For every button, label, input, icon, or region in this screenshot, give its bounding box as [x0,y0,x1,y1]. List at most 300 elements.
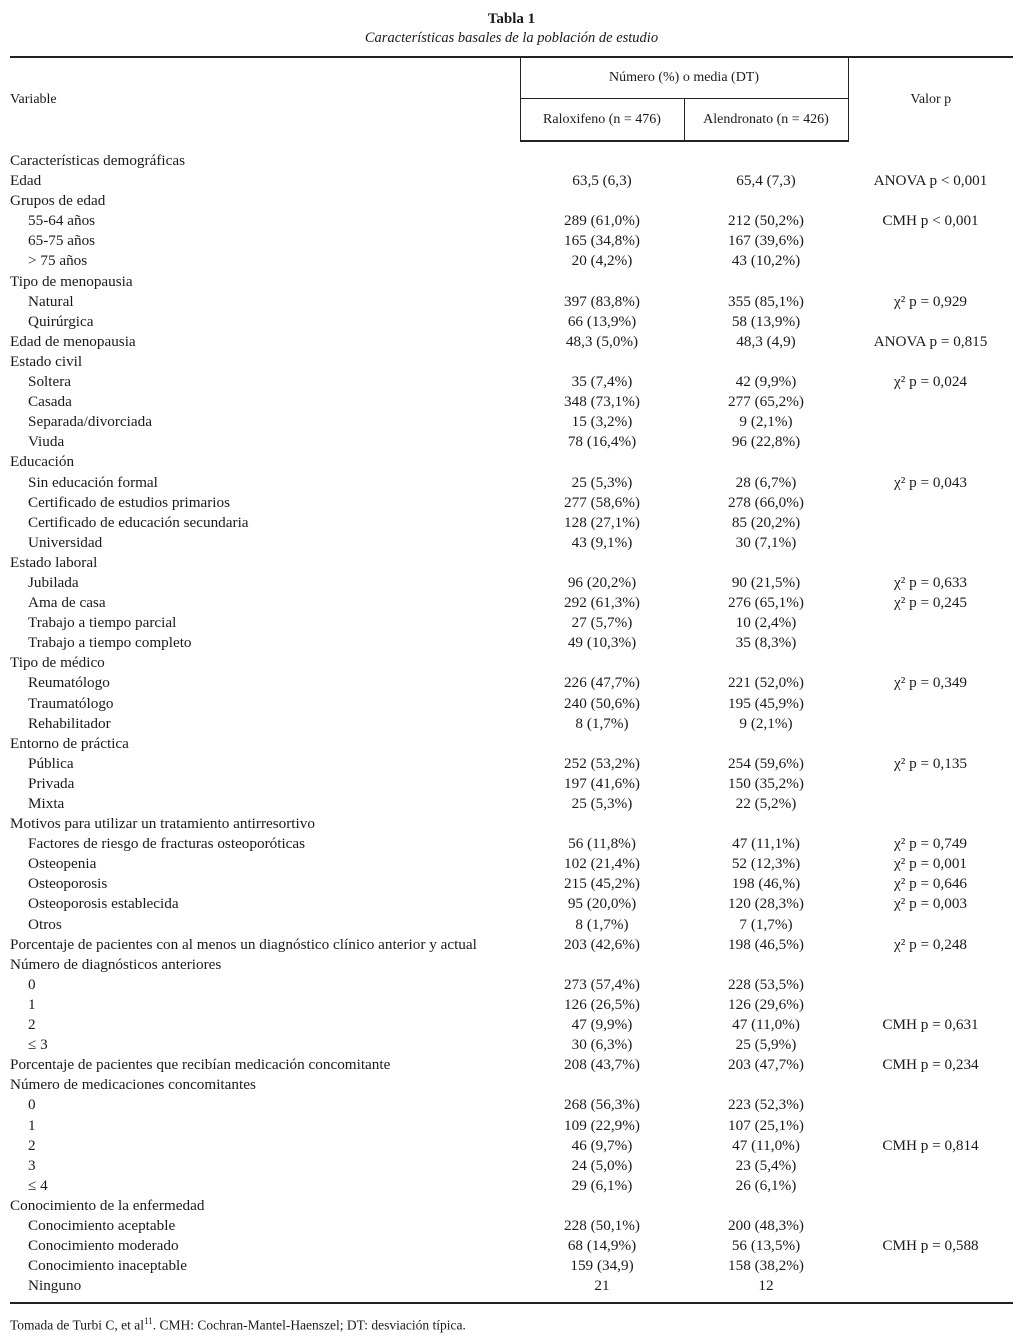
alendronato-cell [684,272,848,292]
table-row [10,955,1013,975]
table-footnote [10,1312,1013,1335]
p-value-cell [848,694,1013,714]
row-label: Sin educación formal [28,473,158,491]
table-row [10,1015,1013,1035]
table-row [10,613,1013,633]
row-label: Osteoporosis establecida [28,895,179,913]
alendronato-cell: 107 (25,1%) [728,1116,804,1134]
header-p-value: Valor p [910,91,952,107]
row-label: Porcentaje de pacientes con al menos un diagnóstico clínico anterior y actual [10,935,477,953]
row-label: Número de diagnósticos anteriores [10,955,222,973]
p-value-cell [848,1276,1013,1303]
alendronato-cell: 30 (7,1%) [735,533,797,551]
table-row [10,633,1013,653]
table-row [10,774,1013,794]
p-value-cell: χ² p = 0,633 [893,573,968,591]
p-value-cell [848,432,1013,452]
raloxifeno-cell [520,814,684,834]
table-row [10,1276,1013,1303]
alendronato-cell: 228 (53,5%) [728,975,804,993]
p-value-cell [848,774,1013,794]
row-label: ≤ 3 [28,1036,48,1054]
table-row [10,673,1013,693]
alendronato-cell: 278 (66,0%) [728,493,804,511]
alendronato-cell [684,1075,848,1095]
p-value-cell [848,1116,1013,1136]
p-value-cell [848,513,1013,533]
p-value-cell [848,392,1013,412]
raloxifeno-cell: 46 (9,7%) [571,1136,633,1154]
p-value-cell: χ² p = 0,043 [893,473,968,491]
alendronato-cell: 96 (22,8%) [731,433,801,451]
table-row [10,231,1013,251]
row-label: ≤ 4 [28,1176,48,1194]
raloxifeno-cell: 268 (56,3%) [564,1096,640,1114]
row-label: Ama de casa [28,594,106,612]
row-label: Rehabilitador [28,714,111,732]
row-label: Tipo de menopausia [10,272,133,290]
raloxifeno-cell: 277 (58,6%) [564,493,640,511]
table-row [10,754,1013,774]
p-value-cell [848,955,1013,975]
alendronato-cell: 7 (1,7%) [739,915,793,933]
row-label: Conocimiento moderado [28,1237,179,1255]
table-row [10,191,1013,211]
p-value-cell: χ² p = 0,245 [893,594,968,612]
raloxifeno-cell: 95 (20,0%) [567,895,637,913]
table-row [10,473,1013,493]
table-row [10,1256,1013,1276]
row-label: Conocimiento aceptable [28,1216,176,1234]
p-value-cell [848,734,1013,754]
alendronato-cell: 28 (6,7%) [735,473,797,491]
raloxifeno-cell: 8 (1,7%) [575,714,629,732]
raloxifeno-cell: 48,3 (5,0%) [565,332,639,350]
p-value-cell: χ² p = 0,929 [893,292,968,310]
alendronato-cell [684,553,848,573]
table-row [10,874,1013,894]
raloxifeno-cell: 63,5 (6,3) [572,172,632,190]
row-label: Soltera [28,373,72,391]
raloxifeno-cell: 29 (6,1%) [571,1176,633,1194]
raloxifeno-cell: 49 (10,3%) [567,634,637,652]
raloxifeno-cell: 8 (1,7%) [575,915,629,933]
raloxifeno-cell: 25 (5,3%) [571,795,633,812]
header-group: Número (%) o media (DT) [520,57,848,99]
row-label: Natural [28,292,74,310]
alendronato-cell: 90 (21,5%) [731,573,801,591]
alendronato-cell: 200 (48,3%) [728,1216,804,1234]
p-value-cell [848,1095,1013,1115]
table-row [10,1196,1013,1216]
table-title: Tabla 1 [487,11,536,27]
raloxifeno-cell: 126 (26,5%) [564,995,640,1013]
row-label: Estado laboral [10,553,98,571]
raloxifeno-cell: 203 (42,6%) [564,935,640,953]
row-label: Pública [28,754,74,772]
alendronato-cell: 203 (47,7%) [728,1056,804,1074]
row-label: Quirúrgica [28,312,94,330]
p-value-cell [848,452,1013,472]
table-row [10,533,1013,553]
p-value-cell: χ² p = 0,003 [893,895,968,913]
alendronato-cell: 195 (45,9%) [728,694,804,712]
table-row [10,794,1013,814]
table-row [10,1176,1013,1196]
alendronato-cell: 23 (5,4%) [735,1156,797,1174]
p-value-cell: χ² p = 0,749 [893,835,968,853]
table-row [10,141,1013,171]
row-label: Edad [10,172,42,190]
table-row [10,714,1013,734]
alendronato-cell: 10 (2,4%) [735,614,797,632]
raloxifeno-cell: 109 (22,9%) [564,1116,640,1134]
row-label: Jubilada [28,573,79,591]
alendronato-cell: 120 (28,3%) [728,895,804,913]
raloxifeno-cell: 165 (34,8%) [564,232,640,250]
p-value-cell [848,814,1013,834]
row-label: 1 [28,1116,36,1134]
p-value-cell [848,995,1013,1015]
alendronato-cell: 47 (11,0%) [732,1016,800,1034]
alendronato-cell: 56 (13,5%) [731,1237,801,1255]
raloxifeno-cell: 240 (50,6%) [564,694,640,712]
table-row [10,593,1013,613]
p-value-cell: χ² p = 0,135 [893,754,968,772]
p-value-cell: χ² p = 0,001 [893,855,968,873]
table-row [10,513,1013,533]
raloxifeno-cell: 252 (53,2%) [564,754,640,772]
alendronato-cell: 276 (65,1%) [728,594,804,612]
alendronato-cell: 25 (5,9%) [735,1036,797,1054]
raloxifeno-cell: 226 (47,7%) [564,674,640,692]
p-value-cell [848,1156,1013,1176]
row-label: Trabajo a tiempo parcial [28,614,177,632]
alendronato-cell: 65,4 (7,3) [736,172,796,190]
table-row [10,734,1013,754]
raloxifeno-cell: 397 (83,8%) [564,292,640,310]
table-row [10,834,1013,854]
p-value-cell [848,1075,1013,1095]
raloxifeno-cell: 43 (9,1%) [571,533,633,551]
table-row [10,694,1013,714]
raloxifeno-cell [520,141,684,171]
raloxifeno-cell: 292 (61,3%) [564,594,640,612]
table-row [10,332,1013,352]
p-value-cell [848,412,1013,432]
raloxifeno-cell: 20 (4,2%) [571,252,633,270]
raloxifeno-cell: 128 (27,1%) [564,513,640,531]
raloxifeno-cell: 15 (3,2%) [571,413,633,431]
alendronato-cell: 158 (38,2%) [728,1257,804,1275]
row-label: Ninguno [28,1277,82,1295]
alendronato-cell: 12 [758,1277,774,1295]
row-label: 0 [28,1096,36,1114]
raloxifeno-cell [520,653,684,673]
raloxifeno-cell: 273 (57,4%) [564,975,640,993]
row-label: Osteoporosis [28,875,108,893]
row-label: Conocimiento inaceptable [28,1257,187,1275]
raloxifeno-cell [520,1075,684,1095]
p-value-cell [848,141,1013,171]
table-row [10,452,1013,472]
raloxifeno-cell [520,955,684,975]
table-row [10,975,1013,995]
row-label: Conocimiento de la enfermedad [10,1196,205,1214]
p-value-cell [848,1256,1013,1276]
alendronato-cell: 223 (52,3%) [728,1096,804,1114]
raloxifeno-cell: 27 (5,7%) [571,614,633,632]
p-value-cell [848,493,1013,513]
alendronato-cell [684,814,848,834]
table-row [10,573,1013,593]
row-label: Características demográficas [10,151,185,169]
row-label: Factores de riesgo de fracturas osteoporóticas [28,835,306,853]
raloxifeno-cell [520,1196,684,1216]
alendronato-cell: 43 (10,2%) [731,252,801,270]
alendronato-cell [684,141,848,171]
row-label: Certificado de estudios primarios [28,493,231,511]
row-label: 3 [28,1156,36,1174]
raloxifeno-cell: 30 (6,3%) [571,1036,633,1054]
row-label: Certificado de educación secundaria [28,513,249,531]
table-row [10,1236,1013,1256]
alendronato-cell: 47 (11,0%) [732,1136,800,1154]
footnote-text-after: . CMH: Cochran-Mantel-Haenszel; DT: desviación típica. [152,1317,466,1333]
alendronato-cell: 22 (5,2%) [735,795,797,812]
p-value-cell [848,533,1013,553]
table-row [10,935,1013,955]
row-label: Motivos para utilizar un tratamiento antirresortivo [10,815,315,833]
raloxifeno-cell: 215 (45,2%) [564,875,640,893]
p-value-cell [848,1196,1013,1216]
row-label: Privada [28,774,75,792]
alendronato-cell [684,734,848,754]
p-value-cell [848,231,1013,251]
p-value-cell: CMH p = 0,814 [882,1136,979,1154]
raloxifeno-cell: 208 (43,7%) [564,1056,640,1074]
row-label: Edad de menopausia [10,332,136,350]
row-label: Casada [28,393,72,411]
row-label: Otros [28,915,62,933]
row-label: Grupos de edad [10,192,106,210]
alendronato-cell: 26 (6,1%) [735,1176,797,1194]
row-label: 55-64 años [28,212,96,230]
table-subtitle: Características basales de la población de estudio [364,30,659,46]
raloxifeno-cell: 102 (21,4%) [564,855,640,873]
alendronato-cell: 198 (46,5%) [728,935,804,953]
alendronato-cell: 212 (50,2%) [728,212,804,230]
p-value-cell: ANOVA p = 0,815 [873,332,988,350]
p-value-cell [848,975,1013,995]
raloxifeno-cell [520,452,684,472]
table-row [10,392,1013,412]
alendronato-cell: 355 (85,1%) [728,292,804,310]
table-row [10,493,1013,513]
alendronato-cell: 167 (39,6%) [728,232,804,250]
table-row [10,352,1013,372]
p-value-cell [848,312,1013,332]
baseline-characteristics-table [10,56,1013,1304]
row-label: 0 [28,975,36,993]
p-value-cell [848,1216,1013,1236]
row-label: Trabajo a tiempo completo [28,634,192,652]
p-value-cell: χ² p = 0,024 [893,373,968,391]
table-row [10,1116,1013,1136]
alendronato-cell: 9 (2,1%) [739,413,793,431]
p-value-cell [848,633,1013,653]
table-container [10,0,1013,1335]
table-row [10,1156,1013,1176]
raloxifeno-cell: 78 (16,4%) [567,433,637,451]
row-label: Osteopenia [28,855,97,873]
table-row [10,211,1013,231]
raloxifeno-cell [520,734,684,754]
alendronato-cell [684,1196,848,1216]
table-row [10,1136,1013,1156]
table-row [10,412,1013,432]
row-label: 65-75 años [28,232,96,250]
table-row [10,372,1013,392]
alendronato-cell [684,191,848,211]
table-row [10,292,1013,312]
raloxifeno-cell: 35 (7,4%) [571,373,633,391]
table-body [10,141,1013,1303]
table-row [10,432,1013,452]
row-label: > 75 años [28,252,88,270]
raloxifeno-cell [520,191,684,211]
p-value-cell: CMH p < 0,001 [882,212,979,230]
raloxifeno-cell: 25 (5,3%) [571,473,633,491]
table-row [10,894,1013,914]
raloxifeno-cell: 159 (34,9) [570,1257,634,1275]
p-value-cell [848,272,1013,292]
row-label: Mixta [28,795,65,812]
alendronato-cell: 48,3 (4,9) [736,332,796,350]
raloxifeno-cell: 47 (9,9%) [571,1016,633,1034]
p-value-cell: χ² p = 0,248 [893,935,968,953]
table-row [10,995,1013,1015]
p-value-cell: CMH p = 0,588 [882,1237,979,1255]
p-value-cell [848,915,1013,935]
alendronato-cell: 58 (13,9%) [731,312,801,330]
alendronato-cell: 126 (29,6%) [728,995,804,1013]
table-row [10,854,1013,874]
row-label: Educación [10,453,75,471]
p-value-cell: CMH p = 0,234 [882,1056,979,1074]
header-variable: Variable [10,91,57,107]
row-label: 1 [28,995,36,1013]
header-alendronato: Alendronato (n = 426) [684,99,848,142]
p-value-cell: χ² p = 0,349 [893,674,968,692]
row-label: Traumatólogo [28,694,114,712]
row-label: Estado civil [10,352,83,370]
p-value-cell [848,1035,1013,1055]
table-row [10,1216,1013,1236]
table-row [10,553,1013,573]
alendronato-cell [684,352,848,372]
row-label: Entorno de práctica [10,734,129,752]
alendronato-cell: 221 (52,0%) [728,674,804,692]
header-raloxifeno: Raloxifeno (n = 476) [520,99,684,142]
alendronato-cell [684,653,848,673]
row-label: Tipo de médico [10,654,105,672]
raloxifeno-cell: 228 (50,1%) [564,1216,640,1234]
raloxifeno-cell: 24 (5,0%) [571,1156,633,1174]
p-value-cell [848,613,1013,633]
row-label: 2 [28,1136,36,1154]
p-value-cell [848,251,1013,271]
raloxifeno-cell: 21 [594,1277,610,1295]
table-row [10,251,1013,271]
table-row [10,272,1013,292]
table-row [10,915,1013,935]
p-value-cell [848,352,1013,372]
p-value-cell [848,553,1013,573]
raloxifeno-cell: 197 (41,6%) [564,774,640,792]
raloxifeno-cell: 56 (11,8%) [568,835,636,853]
raloxifeno-cell [520,272,684,292]
alendronato-cell: 150 (35,2%) [728,774,804,792]
raloxifeno-cell: 66 (13,9%) [567,312,637,330]
table-row [10,312,1013,332]
alendronato-cell: 277 (65,2%) [728,393,804,411]
alendronato-cell: 42 (9,9%) [735,373,797,391]
raloxifeno-cell: 348 (73,1%) [564,393,640,411]
table-row [10,1055,1013,1075]
p-value-cell [848,191,1013,211]
raloxifeno-cell: 289 (61,0%) [564,212,640,230]
alendronato-cell: 47 (11,1%) [732,835,800,853]
p-value-cell: ANOVA p < 0,001 [873,172,988,190]
footnote-text-before: Tomada de Turbi C, et al [10,1317,145,1333]
p-value-cell: χ² p = 0,646 [893,875,968,893]
p-value-cell [848,1176,1013,1196]
row-label: Porcentaje de pacientes que recibían medicación concomitante [10,1056,391,1074]
raloxifeno-cell: 96 (20,2%) [567,573,637,591]
table-row [10,1035,1013,1055]
table-row [10,653,1013,673]
table-row [10,1075,1013,1095]
raloxifeno-cell [520,553,684,573]
alendronato-cell: 254 (59,6%) [728,754,804,772]
table-row [10,814,1013,834]
table-row [10,171,1013,191]
p-value-cell: CMH p = 0,631 [882,1016,979,1034]
row-label: Reumatólogo [28,674,110,692]
alendronato-cell: 35 (8,3%) [735,634,797,652]
alendronato-cell: 9 (2,1%) [739,714,793,732]
row-label: Viuda [28,433,65,451]
row-label: Universidad [28,533,103,551]
alendronato-cell [684,955,848,975]
raloxifeno-cell: 68 (14,9%) [567,1237,637,1255]
raloxifeno-cell [520,352,684,372]
footnote-reference: 11 [144,1316,153,1327]
alendronato-cell: 198 (46,%) [731,875,801,893]
p-value-cell [848,714,1013,734]
alendronato-cell [684,452,848,472]
alendronato-cell: 52 (12,3%) [731,855,801,873]
row-label: 2 [28,1016,36,1034]
alendronato-cell: 85 (20,2%) [731,513,801,531]
p-value-cell [848,794,1013,814]
table-row [10,1095,1013,1115]
p-value-cell [848,653,1013,673]
row-label: Separada/divorciada [28,413,152,431]
table-header [10,57,1013,141]
row-label: Número de medicaciones concomitantes [10,1076,256,1094]
